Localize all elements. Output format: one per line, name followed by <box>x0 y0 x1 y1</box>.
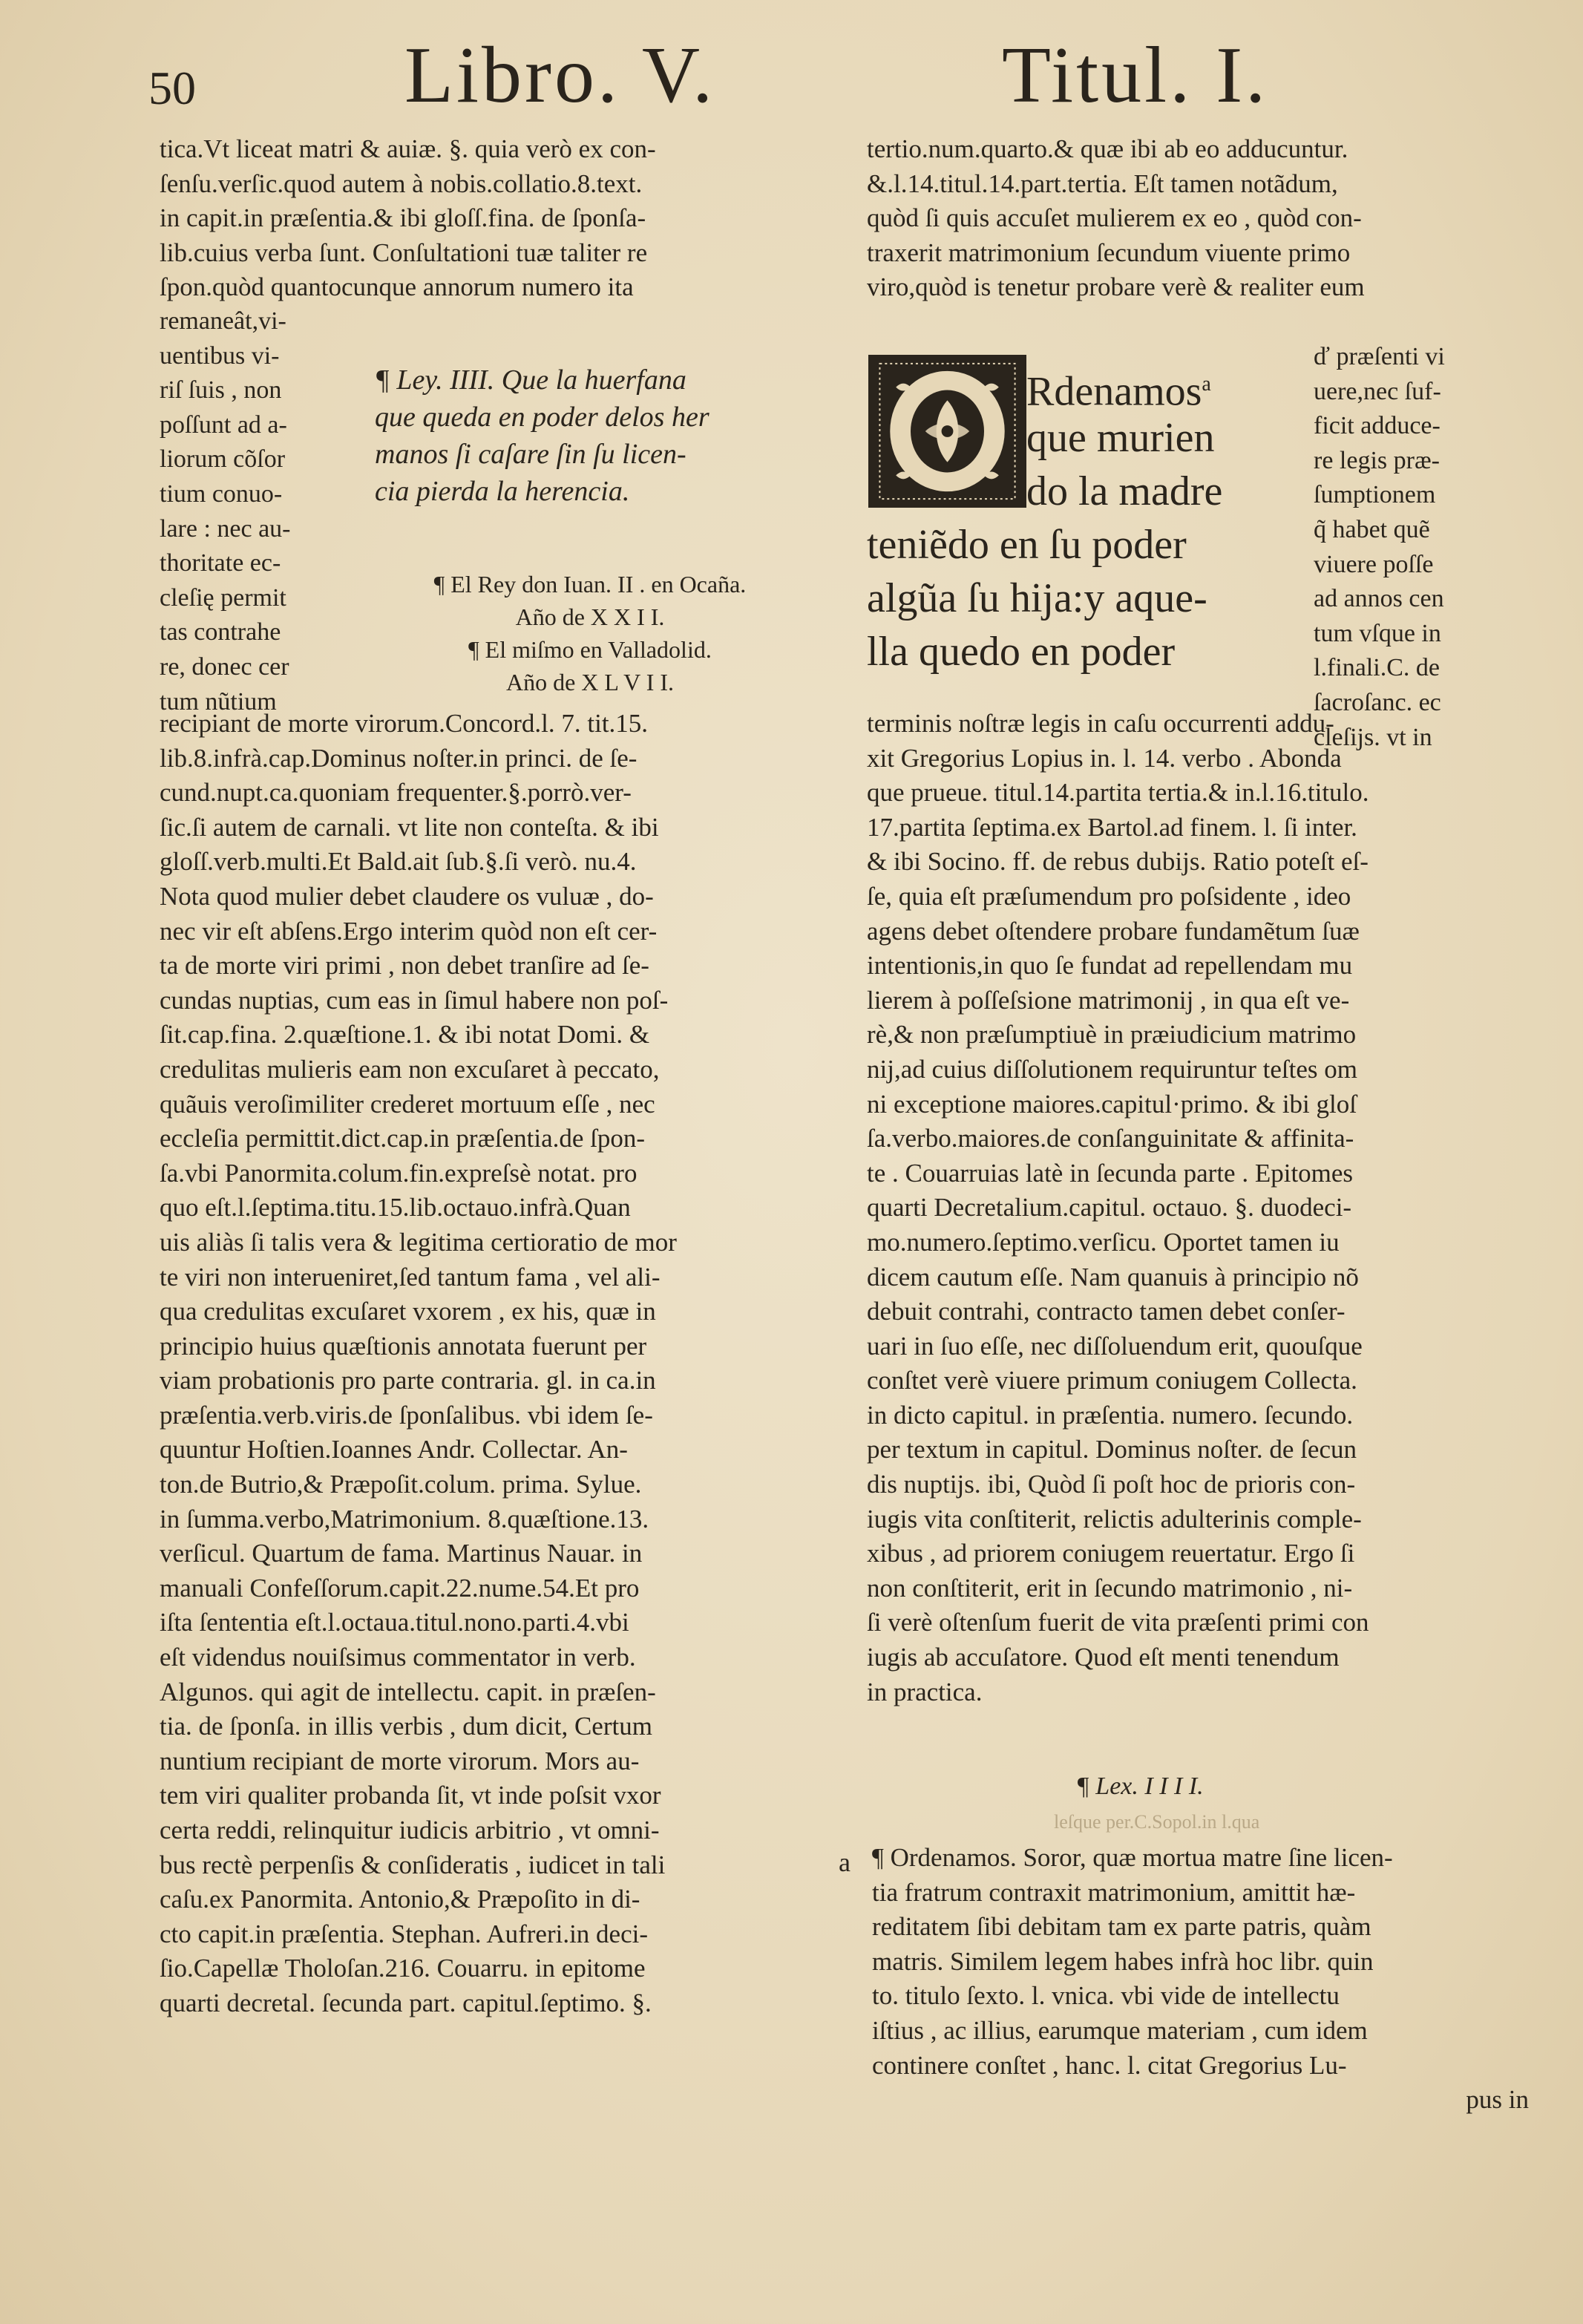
text-line: te . Couarruias latè in ſecunda parte . Epitomes <box>867 1158 1354 1188</box>
right-narrow-column <box>1314 340 1529 755</box>
text-line: cund.nupt.ca.quoniam frequenter.§.porrò.ver- <box>160 778 632 808</box>
text-line: ď præſenti vi <box>1314 343 1445 370</box>
text-line: terminis noſtræ legis in caſu occurrenti addu- <box>867 709 1334 738</box>
text-line: ni exceptione maiores.capitul·primo. & ibi gloſ <box>867 1089 1357 1119</box>
text-line: tia. de ſponſa. in illis verbis , dum dicit, Certum <box>160 1712 652 1741</box>
text-line: verſicul. Quartum de fama. Martinus Nauar. in <box>160 1539 643 1568</box>
text-line: in practica. <box>867 1677 983 1706</box>
text-line: ſa.verbo.maiores.de conſanguinitate & affinita- <box>867 1124 1354 1153</box>
text-line: gloſſ.verb.multi.Et Bald.ait ſub.§.ſi verò. nu.4. <box>160 847 637 877</box>
text-line: que prueue. titul.14.partita tertia.& in.l.16.titulo. <box>867 778 1369 808</box>
text-line: pus in <box>1466 2085 1529 2115</box>
text-line: manuali Confeſſorum.capit.22.nume.54.Et pro <box>160 1573 640 1603</box>
big-line: que murien <box>1026 415 1215 461</box>
page-number: 50 <box>148 62 196 114</box>
text-line: ſumptionem <box>1314 481 1436 509</box>
law-heading <box>375 361 805 510</box>
book-title: Libro. V. <box>404 31 716 120</box>
text-line: ad annos cen <box>1314 585 1444 613</box>
text-line: intentionis,in quo ſe fundat ad repellendam mu <box>867 951 1353 981</box>
text-line: xibus , ad priorem coniugem reuertatur. Ergo ſi <box>867 1539 1355 1568</box>
big-line <box>867 358 1312 411</box>
text-line: in ſumma.verbo,Matrimonium. 8.quæſtione.13. <box>160 1504 649 1533</box>
text-line: tas contrahe <box>160 618 281 647</box>
text-line: 17.partita ſeptima.ex Bartol.ad finem. l. ſi inter. <box>867 812 1357 842</box>
text-line: cleſijs. vt in <box>1314 723 1432 751</box>
text-line: quãuis veroſimiliter crederet mortuum eſſe , nec <box>160 1089 655 1119</box>
text-line: credulitas mulieris eam non excuſaret à peccato, <box>160 1054 660 1084</box>
text-line: mo.numero.ſeptimo.verſicu. Oportet tamen iu <box>867 1227 1340 1257</box>
text-line: te viri non interueniret,ſed tantum fama , vel ali- <box>160 1262 661 1292</box>
commentary-block <box>872 1841 1529 2118</box>
text-line: l.finali.C. de <box>1314 654 1440 682</box>
text-line: certa reddi, relinquitur iudicis arbitrio , vt omni- <box>160 1816 660 1845</box>
text-line: agens debet oſtendere probare fundamẽtum ſuæ <box>867 916 1360 946</box>
text-line: tem viri qualiter probanda ſit, vt inde poſsit vxor <box>160 1781 661 1810</box>
text-line: re, donec cer <box>160 652 289 681</box>
text-line: ſi verè oſtenſum fuerit de vita præſenti primi con <box>867 1608 1369 1637</box>
text-line: tum vſque in <box>1314 619 1441 647</box>
text-line: uentibus vi- <box>160 341 280 370</box>
text-line: conſtet verè viuere primum coniugem Collecta. <box>867 1366 1357 1395</box>
text-line: to. titulo ſexto. l. vnica. vbi vide de intellectu <box>872 1981 1340 2011</box>
text-line: ſic.ſi autem de carnali. vt lite non conteſta. & ibi <box>160 812 659 842</box>
text-line: per textum in capitul. Dominus noſter. de ſecun <box>867 1435 1357 1464</box>
text-line: uere,nec ſuf- <box>1314 377 1441 405</box>
text-line: tium conuo- <box>160 479 283 508</box>
text-line: bus rectè perpenſis & conſideratis , iudicet in tali <box>160 1850 666 1879</box>
text-line: &.l.14.titul.14.part.tertia. Eſt tamen notãdum, <box>867 168 1338 198</box>
heading-line: manos ſi caſare ſin ſu licen- <box>375 439 686 470</box>
text-line: lare : nec au- <box>160 514 291 543</box>
right-column-body <box>867 707 1527 1709</box>
text-line: iugis ab accuſatore. Quod eſt menti tenendum <box>867 1643 1340 1672</box>
text-line: ſa.vbi Panormita.colum.fin.expreſsè notat. pro <box>160 1158 638 1188</box>
text-line: ton.de Butrio,& Præpoſit.colum. prima. Sylue. <box>160 1470 642 1499</box>
big-line: lla quedo en poder <box>867 629 1176 675</box>
heading-line: que queda en poder delos her <box>375 402 709 433</box>
text-line: Algunos. qui agit de intellectu. capit. in præſen- <box>160 1677 656 1706</box>
text-line: & ibi Socino. ff. de rebus dubijs. Ratio poteſt eſ- <box>867 847 1369 877</box>
text-line: re legis præ- <box>1314 446 1440 474</box>
left-column-body <box>160 707 813 2021</box>
text-line: ficit adduce- <box>1314 412 1441 440</box>
footnote-marker: a <box>1202 373 1211 396</box>
text-line: tum nũtium <box>160 687 277 716</box>
text-line: tia fratrum contraxit matrimonium, amittit hæ- <box>872 1877 1356 1907</box>
text-line: eſt videndus nouiſsimus commentator in verb. <box>160 1643 636 1672</box>
text-line: riſ ſuis , non <box>160 376 282 405</box>
bleed-through-text: leſque per.C.Sopol.in l.qua <box>1054 1811 1260 1833</box>
lex-marker: ¶ Lex. I I I I. <box>1076 1773 1204 1800</box>
text-line: lib.cuius verba ſunt. Conſultationi tuæ taliter re <box>160 238 648 267</box>
text-line: uis aliàs ſi talis vera & legitima certioratio de mor <box>160 1227 677 1257</box>
text-line: iugis vita conſtiterit, relictis adulterinis comple- <box>867 1504 1362 1533</box>
text-line: recipiant de morte virorum.Concord.l. 7. tit.15. <box>160 709 649 738</box>
text-line: ſio.Capellæ Tholoſan.216. Couarru. in epitome <box>160 1954 646 1983</box>
text-line: quuntur Hoſtien.Ioannes Andr. Collectar. An- <box>160 1435 628 1464</box>
text-line: quòd ſi quis accuſet mulierem ex eo , quòd con- <box>867 203 1362 233</box>
text-line: matris. Similem legem habes infrà hoc libr. quin <box>872 1946 1374 1976</box>
text-line: cleſię permit <box>160 583 286 612</box>
text-line: viro,quòd is tenetur probare verè & realiter eum <box>867 272 1365 302</box>
text-line: traxerit matrimonium ſecundum viuente primo <box>867 238 1351 267</box>
text-line: ſit.cap.fina. 2.quæſtione.1. & ibi notat Domi. & <box>160 1020 650 1050</box>
text-line: caſu.ex Panormita. Antonio,& Præpoſito in di- <box>160 1885 640 1914</box>
left-column-top <box>160 132 813 305</box>
text-line: ſenſu.verſic.quod autem à nobis.collatio.8.text. <box>160 168 643 198</box>
text-line: ſacroſanc. ec <box>1314 688 1441 716</box>
text-line: lierem à poſſeſsione matrimonij , in qua eſt ve- <box>867 985 1350 1015</box>
margin-letter: a <box>839 1847 851 1877</box>
text-line: eccleſia permittit.dict.cap.in præſentia.de ſpon- <box>160 1124 646 1153</box>
text-line: lib.8.infrà.cap.Dominus noſter.in princi. de ſe- <box>160 743 638 773</box>
text-line: q̃ habet quẽ <box>1314 515 1430 543</box>
big-line-text: Rdenamos <box>1026 368 1202 411</box>
law-opening-text <box>867 358 1312 678</box>
text-line: remaneât,vi- <box>160 307 286 335</box>
text-line: ta de morte viri primi , non debet tranſire ad ſe- <box>160 951 649 981</box>
text-line: tica.Vt liceat matri & auiæ. §. quia verò ex con- <box>160 134 656 163</box>
text-line: uari in ſuo eſſe, nec diſſoluendum erit, quouſque <box>867 1331 1363 1361</box>
text-line: præſentia.verb.viris.de ſponſalibus. vbi idem ſe- <box>160 1400 653 1430</box>
text-line: ſpon.quòd quantocunque annorum numero ita <box>160 272 634 302</box>
text-line: in capit.in præſentia.& ibi gloſſ.fina. de ſponſa- <box>160 203 646 233</box>
text-line: quarti decretal. ſecunda part. capitul.ſeptimo. §. <box>160 1988 652 2017</box>
text-line: cto capit.in præſentia. Stephan. Aufreri.in deci- <box>160 1919 648 1948</box>
text-line: dicem cautum eſſe. Nam quanuis à principio nõ <box>867 1262 1359 1292</box>
text-line: viuere poſſe <box>1314 550 1434 578</box>
left-narrow-column <box>160 304 353 719</box>
text-line: principio huius quæſtionis annotata fuerunt per <box>160 1331 647 1361</box>
text-line: viam probationis pro parte contraria. gl. in ca.in <box>160 1366 656 1395</box>
text-line: poſſunt ad a- <box>160 410 287 439</box>
text-line: continere conſtet , hanc. l. citat Gregorius Lu- <box>872 2050 1347 2080</box>
note-line: Año de X X I I. <box>515 603 665 630</box>
big-line: do la madre <box>1026 468 1223 514</box>
text-line: reditatem ſibi debitam tam ex parte patris, quàm <box>872 1912 1371 1942</box>
note-line: ¶ El Rey don Iuan. II . en Ocaña. <box>433 571 747 598</box>
text-line: nij,ad cuius diſſolutionem requiruntur teſtes om <box>867 1054 1358 1084</box>
running-header <box>0 22 1583 119</box>
text-line: nuntium recipiant de morte virorum. Mors au- <box>160 1746 640 1775</box>
text-line: Nota quod mulier debet claudere os vuluæ , do- <box>160 881 654 911</box>
source-note <box>382 568 798 698</box>
text-line: qua credulitas excuſaret vxorem , ex his, quæ in <box>160 1297 656 1326</box>
text-line: tertio.num.quarto.& quæ ibi ab eo adducuntur. <box>867 134 1348 163</box>
text-line: ¶ Ordenamos. Soror, quæ mortua matre ſine licen- <box>872 1843 1393 1872</box>
heading-line: ¶ Ley. IIII. Que la huerfana <box>375 364 686 396</box>
note-line: Año de X L V I I. <box>505 669 675 695</box>
text-line: nec vir eſt abſens.Ergo interim quòd non eſt cer- <box>160 916 658 946</box>
right-column-top <box>867 132 1527 305</box>
text-line: cundas nuptias, cum eas in ſimul habere non poſ- <box>160 985 669 1015</box>
text-line: dis nuptijs. ibi, Quòd ſi poſt hoc de prioris con- <box>867 1470 1356 1499</box>
title-heading: Titul. I. <box>1002 31 1269 120</box>
text-line: thoritate ec- <box>160 549 281 577</box>
text-line: quo eſt.l.ſeptima.titu.15.lib.octauo.infrà.Quan <box>160 1193 631 1222</box>
text-line: rè,& non præſumptiuè in præiudicium matrimo <box>867 1020 1357 1050</box>
heading-line: cia pierda la herencia. <box>375 476 630 507</box>
big-line: algũa ſu hija:y aque- <box>867 575 1207 621</box>
text-line: iſta ſententia eſt.l.octaua.titul.nono.parti.4.vbi <box>160 1608 629 1637</box>
text-line: non conſtiterit, erit in ſecundo matrimonio , ni- <box>867 1573 1353 1603</box>
text-line: iſtius , ac illius, earumque materiam , cum idem <box>872 2015 1368 2045</box>
text-line: debuit contrahi, contracto tamen debet conſer- <box>867 1297 1346 1326</box>
text-line: quarti Decretalium.capitul. octauo. §. duodeci- <box>867 1193 1352 1222</box>
text-line: xit Gregorius Lopius in. l. 14. verbo . Abonda <box>867 743 1342 773</box>
big-line: teniẽdo en ſu poder <box>867 522 1187 568</box>
note-line: ¶ El miſmo en Valladolid. <box>468 636 712 663</box>
text-line: liorum cõſor <box>160 445 286 474</box>
text-line: ſe, quia eſt præſumendum pro poſsidente , ideo <box>867 881 1351 911</box>
text-line: in dicto capitul. in præſentia. numero. ſecundo. <box>867 1400 1354 1430</box>
